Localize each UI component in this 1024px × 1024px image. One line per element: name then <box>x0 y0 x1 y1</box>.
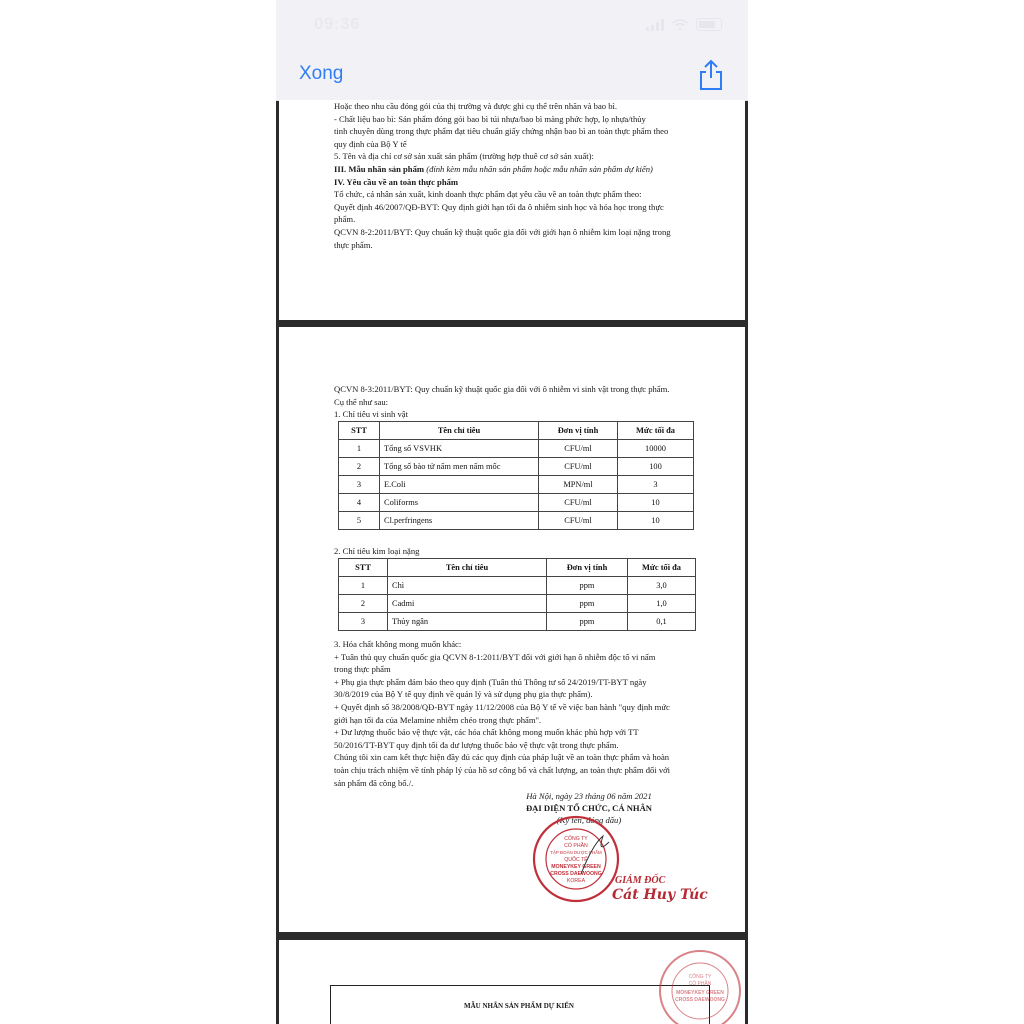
table-cell: CFU/ml <box>539 512 618 530</box>
page1-text <box>334 100 694 251</box>
text-line: + Phụ gia thực phẩm đảm bảo theo quy định (Tuân thủ Thông tư số 24/2019/TT-BYT ngày <box>334 676 647 687</box>
section-heading-3 <box>334 163 694 176</box>
table-cell: 3 <box>339 613 388 631</box>
text-line: + Tuân thủ quy chuẩn quốc gia QCVN 8-1:2011/BYT đối với giới hạn ô nhiễm độc tố vi nấm <box>334 651 656 662</box>
signer-title: GIÁM ĐỐC <box>615 875 666 886</box>
page2-intro <box>334 383 694 421</box>
status-time: 09:36 <box>314 14 360 33</box>
page2-heading-2 <box>334 545 694 558</box>
stamp-line: KOREA <box>566 878 586 884</box>
text-line: phẩm. <box>334 214 356 225</box>
table-cell: 1,0 <box>628 595 696 613</box>
table-cell: 1 <box>339 440 380 458</box>
share-icon[interactable] <box>696 58 726 92</box>
table-cell: 5 <box>339 512 380 530</box>
table-cell: 4 <box>339 494 380 512</box>
wifi-icon <box>672 19 688 31</box>
signer-name: Cát Huy Túc <box>612 887 708 903</box>
text-line: 3. Hóa chất không mong muốn khác: <box>334 639 462 649</box>
text-line: + Quyết định số 38/2008/QĐ-BYT ngày 11/12/2008 của Bộ Y tế về việc ban hành "quy định mức <box>334 701 670 712</box>
text-line: Chúng tôi xin cam kết thực hiện đầy đủ các quy định của pháp luật về an toàn thực phẩm và hoàn <box>334 752 670 763</box>
table-cell: 2 <box>339 595 388 613</box>
text-line: trong thực phẩm <box>334 664 391 675</box>
table-header: Đơn vị tính <box>547 559 628 577</box>
table-cell: Thủy ngân <box>388 613 547 631</box>
table-row <box>339 494 694 512</box>
table-cell: E.Coli <box>380 476 539 494</box>
section-4-title: IV. Yêu cầu về an toàn thực phẩm <box>334 176 459 187</box>
stamp-line: CỔ PHẦN <box>688 981 712 987</box>
stamp-line: CROSS DAEWOONG <box>550 871 602 877</box>
document-page-1 <box>279 100 745 320</box>
system-icons <box>646 18 722 31</box>
table-cell: 1 <box>339 577 388 595</box>
heavy-metals-table <box>338 558 696 631</box>
table-header: Tên chỉ tiêu <box>388 559 547 577</box>
table-cell: Tổng số VSVHK <box>380 440 539 458</box>
battery-icon <box>696 18 722 31</box>
table-row <box>339 440 694 458</box>
signing-date: Hà Nội, ngày 23 tháng 06 năm 2021 <box>526 791 652 801</box>
table-cell: 3,0 <box>628 577 696 595</box>
document-page-3 <box>279 940 745 1024</box>
stamp-line: CÔNG TY <box>688 974 712 980</box>
text-line: QCVN 8-2:2011/BYT: Quy chuẩn kỹ thuật quốc gia đối với giới hạn ô nhiễm kim loại nặng trong <box>334 226 671 237</box>
text-line: 1. Chỉ tiêu vi sinh vật <box>334 409 408 420</box>
table-cell: ppm <box>547 577 628 595</box>
table-cell: 100 <box>618 458 694 476</box>
document-page-2 <box>279 327 745 932</box>
table-header: STT <box>339 559 388 577</box>
stamp-line: MONEYKEY GREEN <box>551 864 601 870</box>
table-cell: Coliforms <box>380 494 539 512</box>
done-button[interactable]: Xong <box>299 63 344 84</box>
table-header-row <box>339 422 694 440</box>
table-cell: CFU/ml <box>539 458 618 476</box>
table-header: Mức tối đa <box>618 422 694 440</box>
text-line: thực phẩm. <box>334 239 373 250</box>
table-row <box>339 512 694 530</box>
section-3-note: (đính kèm mẫu nhãn sản phẩm hoặc mẫu nhãn sản phẩm dự kiến) <box>426 163 653 174</box>
company-stamp <box>531 814 621 904</box>
table-cell: Tổng số bào tử nấm men nấm mốc <box>380 458 539 476</box>
cellular-signal-icon <box>646 19 664 31</box>
table-cell: 10000 <box>618 440 694 458</box>
text-line: + Dư lượng thuốc bảo vệ thực vật, các hóa chất không mong muốn khác phù hợp với TT <box>334 727 639 738</box>
section-3-title: III. Mẫu nhãn sản phẩm <box>334 163 425 174</box>
representative-note: (Ký tên, đóng dấu) <box>556 815 622 825</box>
table-row <box>339 476 694 494</box>
stamp-line: MONEYKEY GREEN <box>676 990 724 996</box>
text-line: 30/8/2019 của Bộ Y tế quy định về quản lý và sử dụng phụ gia thực phẩm). <box>334 689 593 700</box>
table-header: Tên chỉ tiêu <box>380 422 539 440</box>
page2-chemicals <box>334 638 694 789</box>
microbiology-table <box>338 421 694 530</box>
nav-bar <box>276 52 748 101</box>
table-cell: 3 <box>339 476 380 494</box>
table-cell: ppm <box>547 613 628 631</box>
table-cell: CFU/ml <box>539 440 618 458</box>
text-line: Hoặc theo nhu cầu đóng gói của thị trường và được ghi cụ thể trên nhãn và bao bì. <box>334 101 618 111</box>
text-line: - Chất liệu bao bì: Sản phẩm đóng gói bao bì túi nhựa/bao bì màng phức hợp, lọ nhựa/thủy <box>334 113 646 124</box>
text-line: giới hạn tối đa của Melamine nhiễm chéo trong thực phẩm". <box>334 714 542 725</box>
text-line: quy định của Bộ Y tế <box>334 138 407 149</box>
text-line: 5. Tên và địa chỉ cơ sở sản xuất sản phẩm (trường hợp thuê cơ sở sản xuất): <box>334 151 594 162</box>
stamp-line: CÔNG TY <box>564 836 588 842</box>
table-cell: 3 <box>618 476 694 494</box>
stamp-line: TẬP ĐOÀN DƯỢC PHẨM <box>550 850 602 855</box>
text-line: Cụ thể như sau: <box>334 396 389 407</box>
label-heading: MẪU NHÃN SẢN PHẨM DỰ KIẾN <box>464 1002 574 1010</box>
table-cell: 2 <box>339 458 380 476</box>
text-line: 50/2016/TT-BYT quy định tối đa dư lượng thuốc bảo vệ thực vật trong thực phẩm. <box>334 739 619 750</box>
table-row <box>339 613 696 631</box>
table-cell: Chì <box>388 577 547 595</box>
table-cell: Cl.perfringens <box>380 512 539 530</box>
table-cell: 10 <box>618 512 694 530</box>
table-cell: ppm <box>547 595 628 613</box>
stamp-line: QUỐC TẾ <box>564 857 588 863</box>
table-header: Đơn vị tính <box>539 422 618 440</box>
representative-title: ĐẠI DIỆN TỔ CHỨC, CÁ NHÂN <box>525 803 653 813</box>
stamp-line: CROSS DAEWOONG <box>675 997 725 1003</box>
phone-screen <box>276 0 748 1024</box>
text-line: sản phẩm đã công bố./. <box>334 777 414 788</box>
table-header: STT <box>339 422 380 440</box>
table-header: Mức tối đa <box>628 559 696 577</box>
text-line: 2. Chỉ tiêu kim loại nặng <box>334 546 420 556</box>
table-cell: 10 <box>618 494 694 512</box>
text-line: Tổ chức, cá nhân sản xuất, kinh doanh thực phẩm đạt yêu cầu về an toàn thực phẩm theo: <box>334 189 642 200</box>
table-cell: Cadmi <box>388 595 547 613</box>
company-stamp-faded <box>657 948 743 1024</box>
text-line: toàn chịu trách nhiệm về tính pháp lý của hồ sơ công bố và chất lượng, an toàn thực phẩm đối với <box>334 764 671 775</box>
status-bar <box>276 0 748 52</box>
table-row <box>339 458 694 476</box>
table-cell: 0,1 <box>628 613 696 631</box>
text-line: QCVN 8-3:2011/BYT: Quy chuẩn kỹ thuật quốc gia đối với ô nhiễm vi sinh vật trong thực phẩm. <box>334 384 670 394</box>
table-cell: MPN/ml <box>539 476 618 494</box>
table-row <box>339 577 696 595</box>
table-cell: CFU/ml <box>539 494 618 512</box>
text-line: tinh chuyên dùng trong thực phẩm đạt tiêu chuẩn giấy chứng nhận bao bì an toàn thực phẩm theo <box>334 126 669 137</box>
table-header-row <box>339 559 696 577</box>
table-row <box>339 595 696 613</box>
stamp-line: CỔ PHẦN <box>564 843 588 849</box>
text-line: Quyết định 46/2007/QĐ-BYT: Quy định giới hạn tối đa ô nhiễm sinh học và hóa học trong thực <box>334 201 664 212</box>
